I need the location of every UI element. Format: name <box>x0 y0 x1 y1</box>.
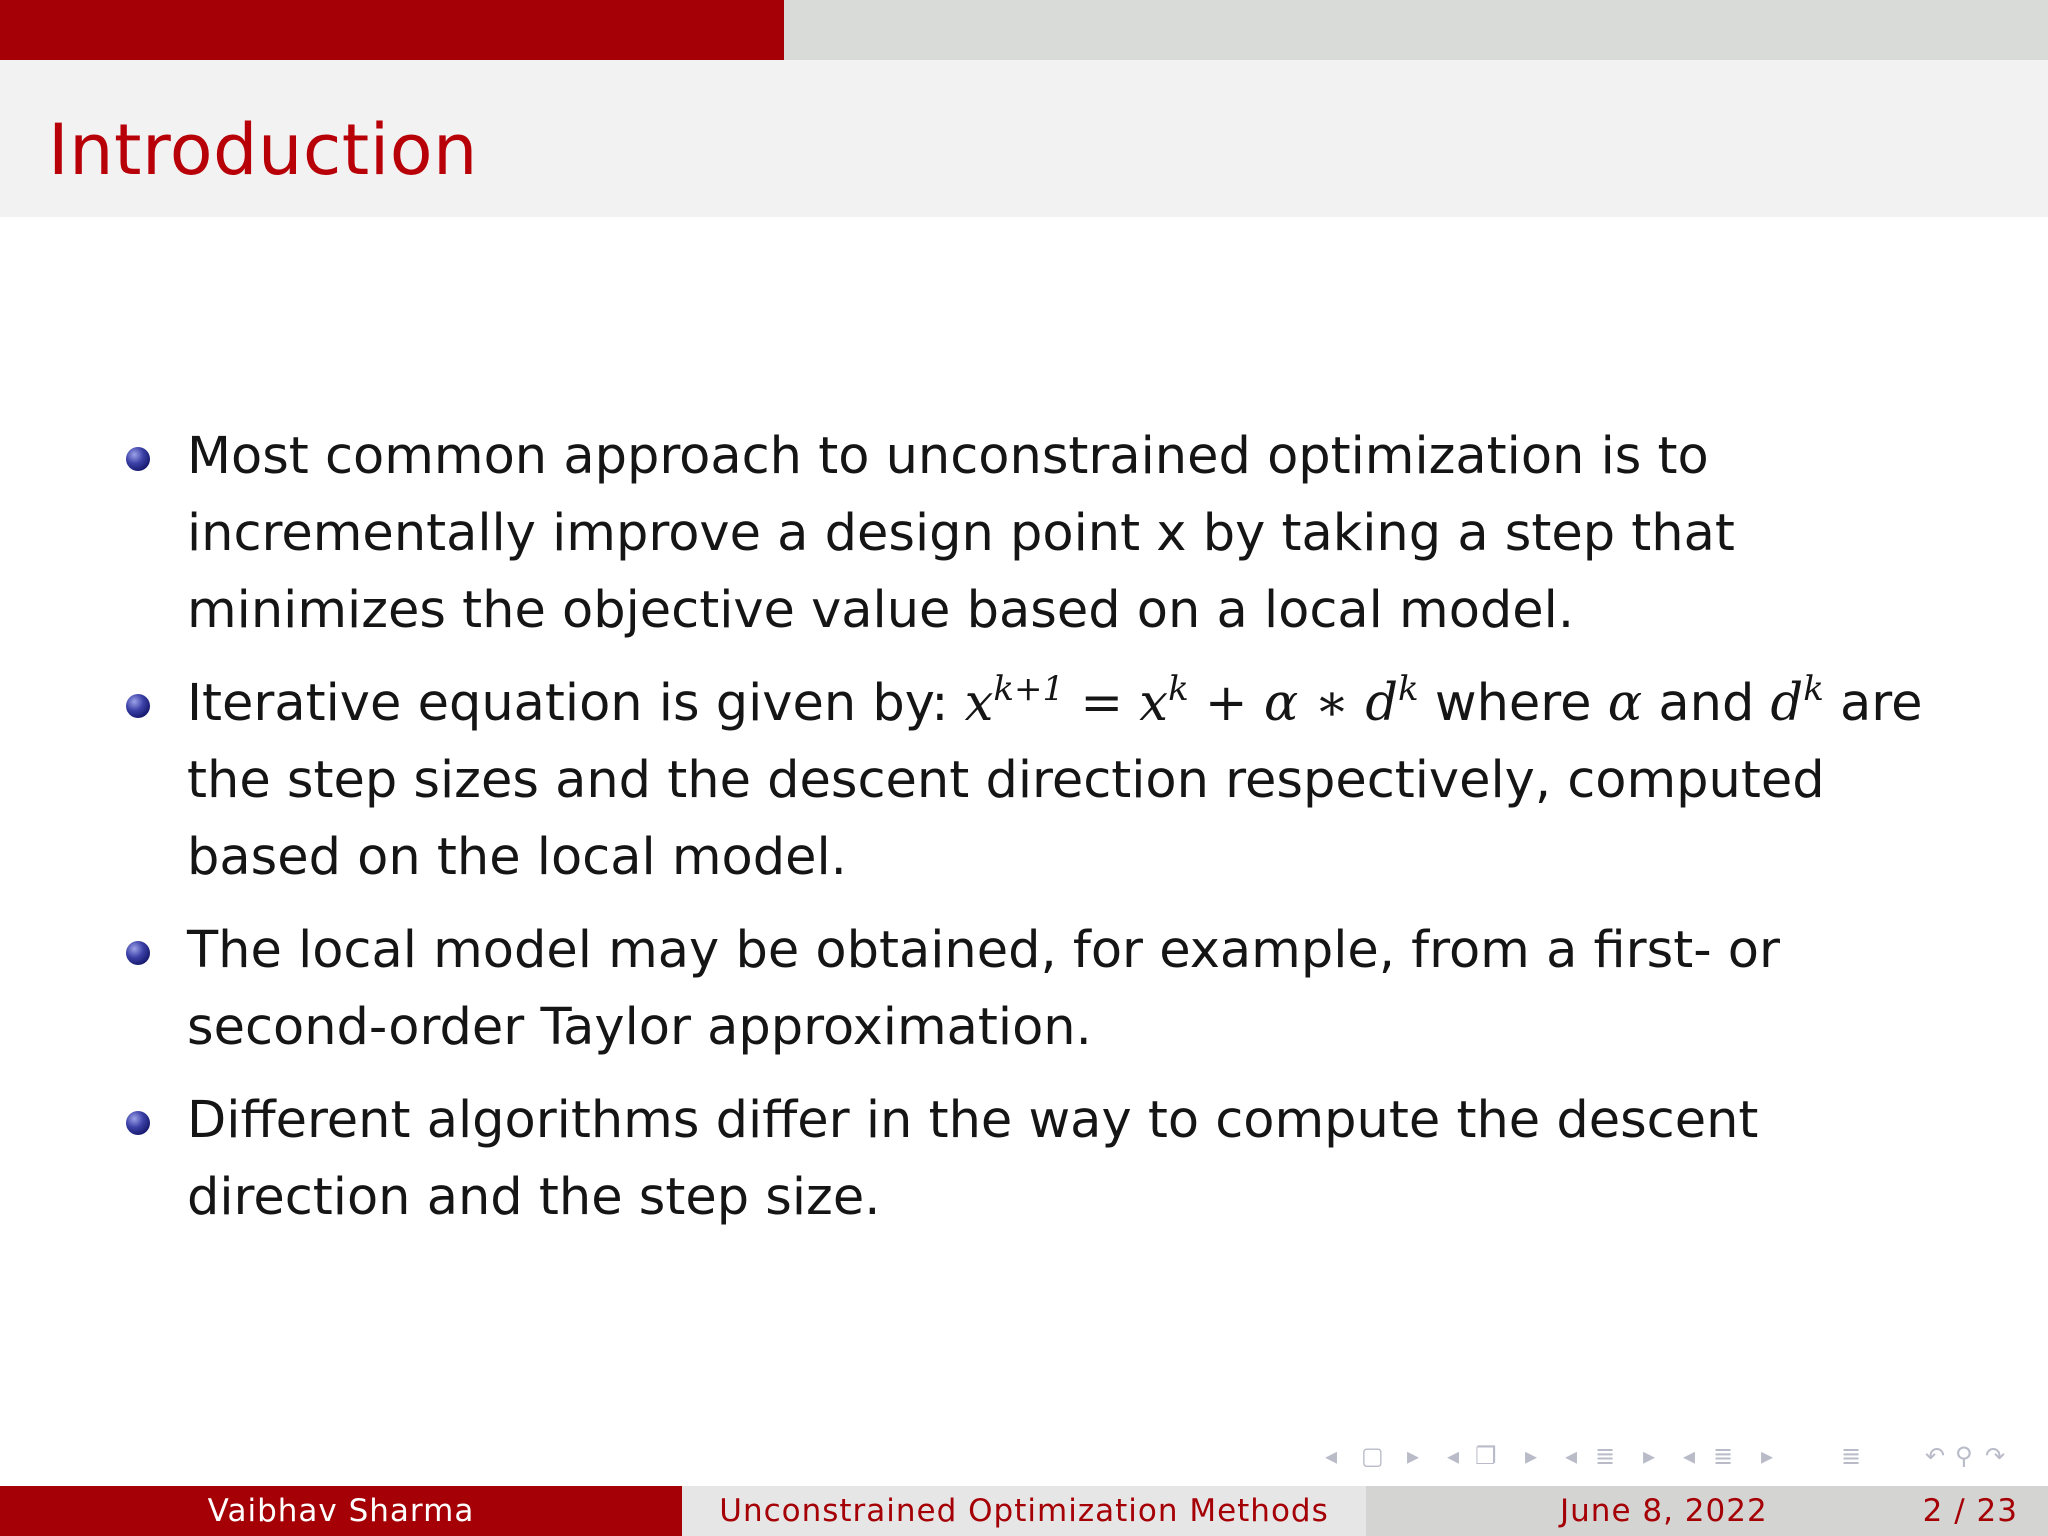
section-icon[interactable]: ≣ <box>1713 1442 1734 1470</box>
bullet-icon <box>126 447 150 471</box>
arrow-right-icon[interactable]: ▸ <box>1761 1442 1774 1470</box>
undo-icon[interactable]: ↶ <box>1925 1442 1946 1470</box>
bullet-text: Iterative equation is given by: <box>187 674 965 733</box>
equation-superscript: k <box>1398 669 1419 709</box>
arrow-left-icon[interactable]: ◂ <box>1447 1442 1460 1470</box>
bullet-icon <box>126 694 150 718</box>
search-icon[interactable]: ⚲ <box>1955 1442 1973 1470</box>
bullet-text: are the step sizes and the descent direction respectively, computed based on the local model. <box>187 674 1923 887</box>
bullet-text: The local model may be obtained, for example, from a first- or second-order Taylor approximation. <box>187 921 1780 1057</box>
footer-date: June 8, 2022 <box>1560 1493 1768 1529</box>
symbol-alpha: α <box>1607 674 1643 733</box>
bullet-item <box>124 418 1924 649</box>
bullet-item <box>124 1082 1924 1236</box>
progress-bar <box>0 0 2048 60</box>
redo-icon[interactable]: ↷ <box>1985 1442 2006 1470</box>
bullet-text: Most common approach to unconstrained optimization is to incrementally improve a design point x by taking a step that minimizes the objective value based on a local model. <box>187 427 1735 640</box>
symbol-d: d <box>1770 674 1804 733</box>
frame-icon[interactable]: ▢ <box>1361 1442 1384 1470</box>
equation-x: x <box>1139 674 1169 733</box>
footer-page-number: 2 / 23 <box>1922 1493 2018 1529</box>
footline <box>0 1486 2048 1536</box>
subsection-icon[interactable]: ≣ <box>1595 1442 1616 1470</box>
bullet-icon <box>126 941 150 965</box>
equation-plus: + <box>1188 674 1264 733</box>
bullet-text: where <box>1418 674 1608 733</box>
arrow-right-icon[interactable]: ▸ <box>1525 1442 1538 1470</box>
slides-icon[interactable]: ❐ <box>1475 1442 1497 1470</box>
equation-star: ∗ <box>1298 674 1366 733</box>
bullet-icon <box>126 1111 150 1135</box>
footer-author: Vaibhav Sharma <box>0 1486 682 1536</box>
arrow-right-icon[interactable]: ▸ <box>1643 1442 1656 1470</box>
progress-bar-fill <box>0 0 784 60</box>
bullet-text: and <box>1642 674 1771 733</box>
equation-d: d <box>1365 674 1399 733</box>
equation-superscript: k+1 <box>993 669 1065 709</box>
arrow-left-icon[interactable]: ◂ <box>1565 1442 1578 1470</box>
align-icon[interactable]: ≣ <box>1841 1442 1862 1470</box>
bullet-item <box>124 665 1924 896</box>
equation-superscript: k <box>1168 669 1189 709</box>
frame-title: Introduction <box>48 109 478 191</box>
arrow-left-icon[interactable]: ◂ <box>1683 1442 1696 1470</box>
bullet-list <box>124 418 1924 1252</box>
symbol-superscript: k <box>1803 669 1824 709</box>
footer-date-page <box>1366 1486 2048 1536</box>
bullet-text: Different algorithms differ in the way to compute the descent direction and the step size. <box>187 1091 1759 1227</box>
iterative-equation <box>964 669 1419 733</box>
equation-x: x <box>964 674 994 733</box>
arrow-left-icon[interactable]: ◂ <box>1325 1442 1338 1470</box>
arrow-right-icon[interactable]: ▸ <box>1407 1442 1420 1470</box>
footer-title: Unconstrained Optimization Methods <box>682 1486 1366 1536</box>
equation-equals: = <box>1064 674 1140 733</box>
equation-alpha: α <box>1263 674 1299 733</box>
bullet-item <box>124 912 1924 1066</box>
